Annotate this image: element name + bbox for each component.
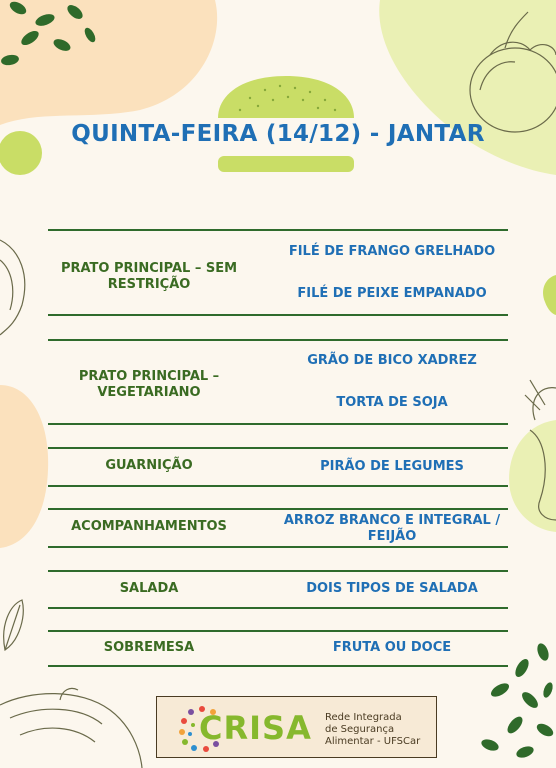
menu-item: PIRÃO DE LEGUMES [320, 459, 464, 474]
tagline-line: Alimentar - UFSCar [325, 736, 421, 747]
row-divider [48, 630, 508, 632]
leaves-bottom-right-icon [480, 642, 555, 760]
peach-blob-left [0, 385, 48, 548]
row-divider [48, 314, 508, 316]
category-label: PRATO PRINCIPAL – VEGETARIANO [78, 369, 220, 400]
herb-leaf-icon [4, 600, 24, 650]
crisa-wordmark: CRISA [199, 709, 312, 747]
menu-item: ARROZ BRANCO E INTEGRAL / FEIJÃO [283, 513, 501, 544]
peach-blob-top-left [0, 0, 217, 125]
row-divider [48, 508, 508, 510]
menu-item: FILÉ DE PEIXE EMPANADO [297, 286, 487, 301]
row-divider [48, 339, 508, 341]
row-divider [48, 570, 508, 572]
row-divider [48, 447, 508, 449]
menu-item: FILÉ DE FRANGO GRELHADO [288, 244, 496, 259]
row-divider [48, 665, 508, 667]
row-divider [48, 485, 508, 487]
row-divider [48, 607, 508, 609]
row-divider [48, 423, 508, 425]
menu-item: FRUTA OU DOCE [332, 640, 452, 655]
category-label: GUARNIÇÃO [105, 458, 193, 473]
category-label: PRATO PRINCIPAL – SEM RESTRIÇÃO [60, 261, 238, 292]
lime-blob-right [509, 420, 556, 532]
category-label: SALADA [119, 581, 179, 596]
bun-top-icon [218, 76, 354, 118]
category-label: ACOMPANHAMENTOS [71, 519, 227, 534]
tagline-line: Rede Integrada [325, 712, 402, 723]
bun-bottom-icon [218, 156, 354, 172]
menu-item: GRÃO DE BICO XADREZ [307, 353, 477, 368]
page-title: QUINTA-FEIRA (14/12) - JANTAR [71, 121, 485, 147]
corn-leaf-icon [0, 240, 25, 335]
category-label: SOBREMESA [103, 640, 195, 655]
crisa-logo [156, 696, 437, 758]
menu-item: TORTA DE SOJA [336, 395, 448, 410]
crisa-tagline [325, 712, 435, 748]
lime-circle-right [543, 275, 556, 315]
row-divider [48, 546, 508, 548]
lime-blob-top-right [379, 0, 556, 175]
tagline-line: de Segurança [325, 724, 395, 735]
row-divider [48, 229, 508, 231]
menu-item: DOIS TIPOS DE SALADA [306, 581, 478, 596]
taco-icon [0, 688, 142, 768]
